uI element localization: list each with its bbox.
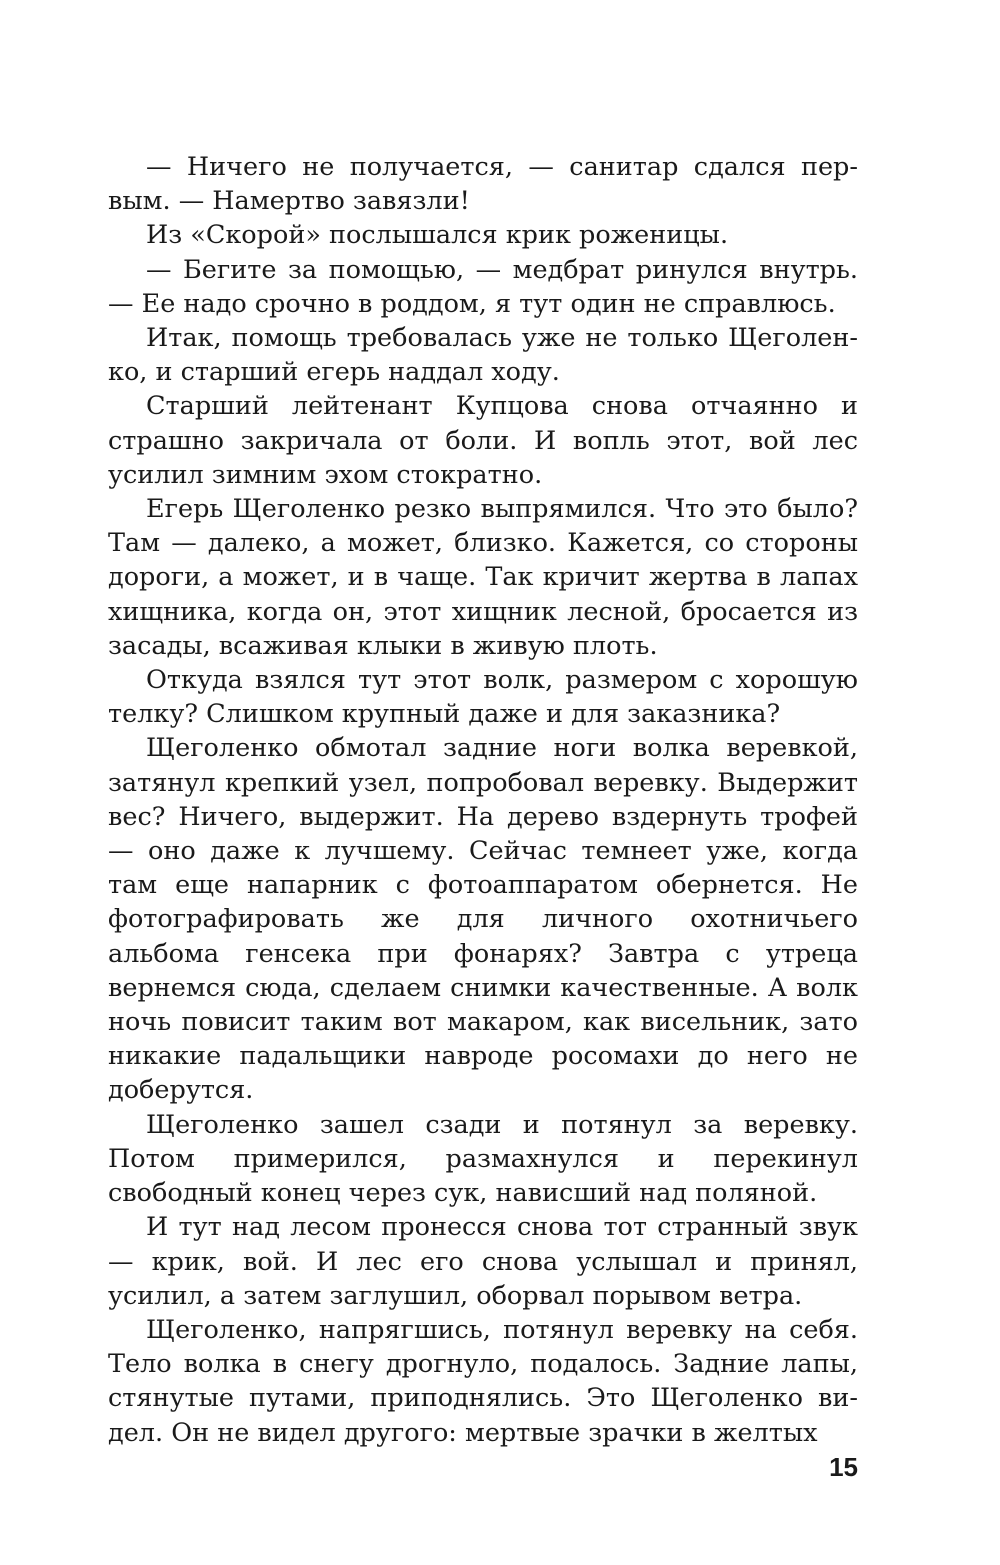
paragraph: Щеголенко обмотал задние ноги волка веревкой, затянул крепкий узел, попробовал веревку. Выдержит вес? Ничего, выдержит. На дерево вздернуть трофей — оно даже к лучшему. Сейчас темнеет уже, когда там еще напарник с фотоаппаратом обернется. Не фотографировать же для личного охотничьего альбома генсека при фонарях? Завтра с утреца вернемся сюда, сделаем снимки качественные. А волк ночь повисит таким вот макаром, как висельник, зато никакие падальщики навроде росомахи до него не доберутся. (108, 733, 858, 1106)
paragraph: — Бегите за помощью, — медбрат ринулся внутрь. — Ее надо срочно в роддом, я тут один не справлюсь. (108, 254, 858, 319)
paragraph: Из «Скорой» послышался крик роженицы. (146, 220, 729, 251)
paragraph: И тут над лесом пронесся снова тот странный звук — крик, вой. И лес его снова услышал и принял, усилил, а затем заглушил, оборвал порывом ветра. (108, 1212, 858, 1311)
page-number: 15 (829, 1452, 858, 1482)
paragraph: — Ничего не получается, — санитар сдался первым. — Намертво завязли! (108, 152, 858, 217)
paragraph: Щеголенко зашел сзади и потянул за веревку. Потом примерился, размахнулся и перекинул свободный конец через сук, нависший над поляной. (108, 1109, 858, 1209)
paragraph: Старший лейтенант Купцова снова отчаянно и страшно закричала от боли. И вопль этот, вой лес усилил зимним эхом стократно. (108, 391, 858, 490)
paragraph: Егерь Щеголенко резко выпрямился. Что это было? Там — далеко, а может, близко. Кажется, со стороны дороги, а может, и в чаще. Так кричит жертва в лапах хищника, когда он, этот хищник лесной, бросается из засады, всаживая клыки в живую плоть. (108, 494, 858, 661)
paragraph: Щеголенко, напрягшись, потянул веревку на себя. Тело волка в снегу дрогнуло, подалось. Задние лапы, стянутые путами, приподнялись. Это Щеголенко видел. Он не видел другого: мертвые зрачки в желтых (108, 1314, 858, 1448)
body-text (108, 150, 858, 1450)
paragraph: Итак, помощь требовалась уже не только Щеголенко, и старший егерь наддал ходу. (108, 323, 858, 388)
paragraph: Откуда взялся тут этот волк, размером с хорошую телку? Слишком крупный даже и для заказника? (108, 665, 858, 730)
